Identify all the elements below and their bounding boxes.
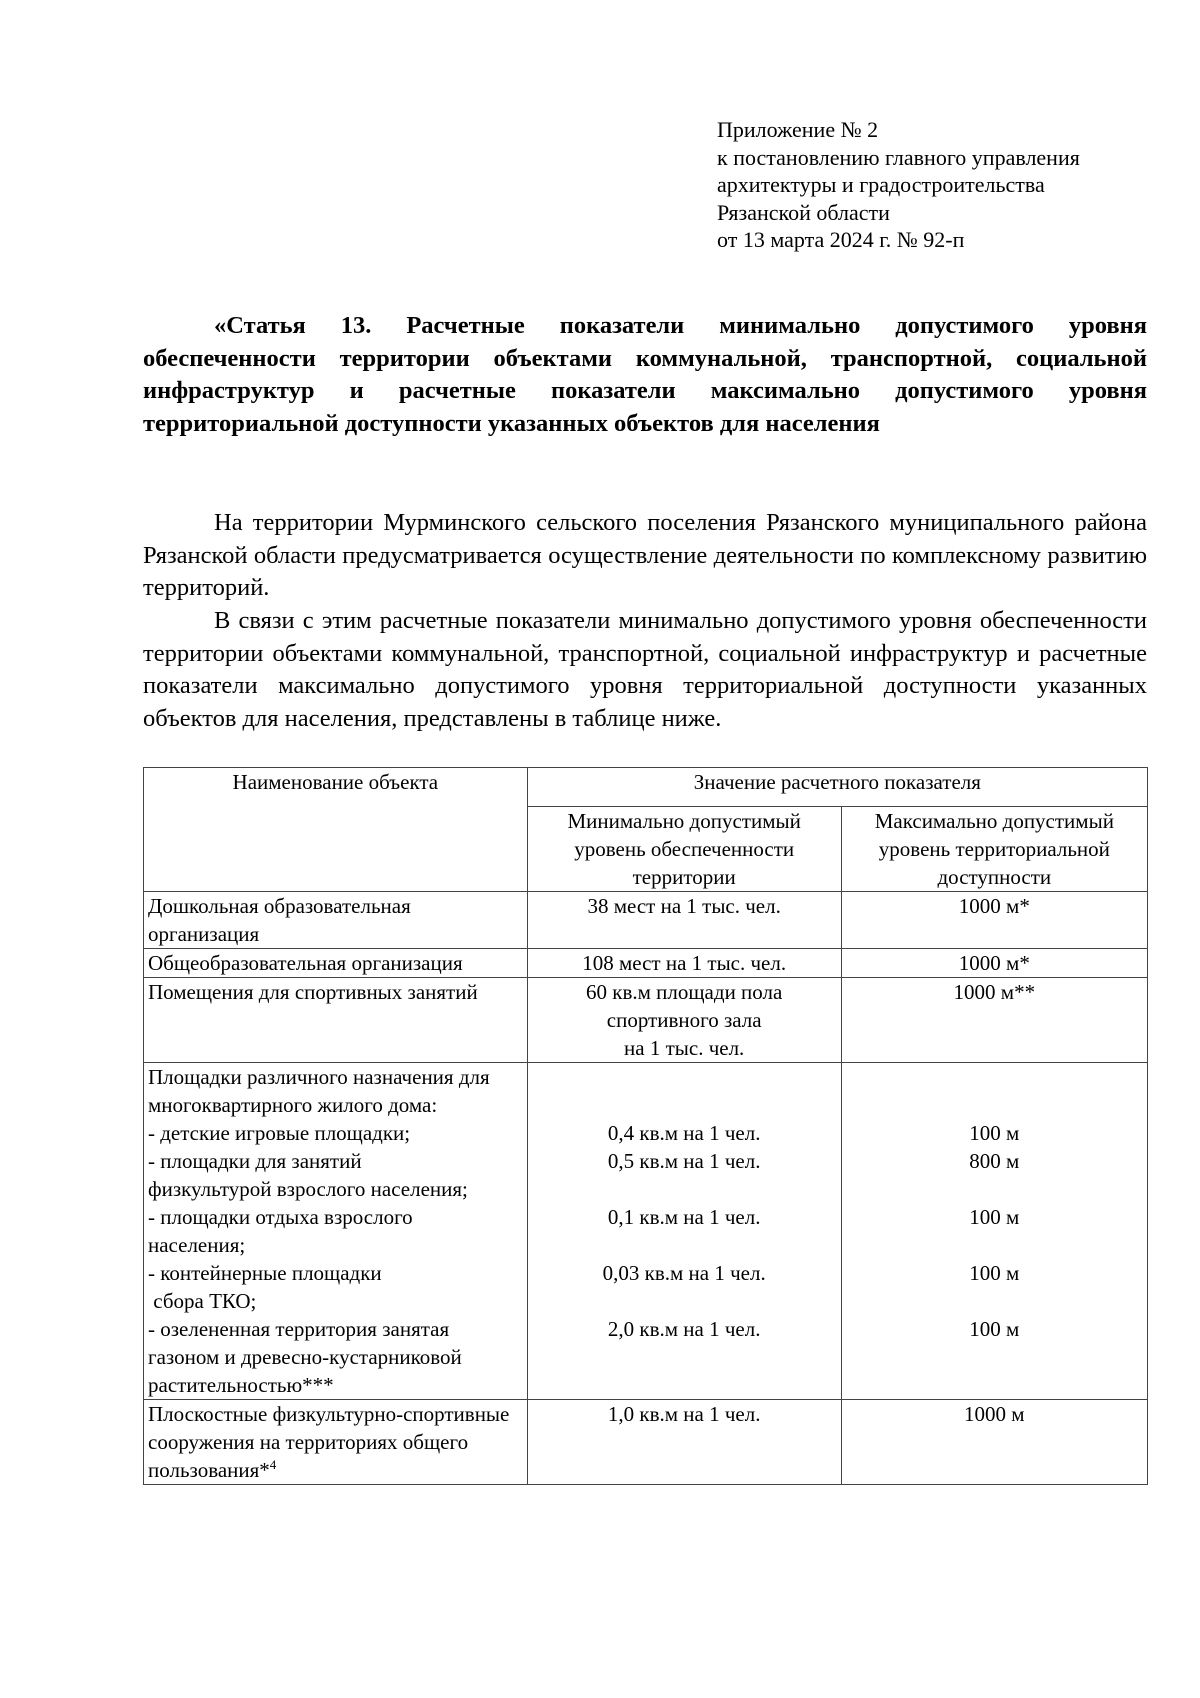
min-container-sites: 0,03 кв.м на 1 чел.	[602, 1261, 766, 1285]
table-header-row	[144, 768, 1148, 807]
item-container-sites: - контейнерные площадки	[148, 1261, 382, 1285]
indicators-table	[143, 767, 1148, 1485]
annex-number: Приложение № 2	[717, 117, 879, 142]
annex-block	[717, 116, 1157, 254]
item-green-area: - озелененная территория занятая	[148, 1317, 450, 1341]
annex-decree-line: к постановлению главного управления	[717, 144, 1080, 170]
min-children-playgrounds: 0,4 кв.м на 1 чел.	[607, 1121, 761, 1145]
flat-sports-name: Плоскостные физкультурно-спортивные сооружения на территориях общего пользования*	[148, 1402, 510, 1482]
footnote-marker: 4	[269, 1457, 277, 1472]
header-object-name: Наименование объекта	[144, 768, 528, 892]
max-sport-grounds: 800 м	[969, 1149, 1020, 1173]
max-green-area: 100 м	[969, 1317, 1020, 1341]
row-min-playgrounds	[527, 1063, 841, 1400]
row-name-preschool: Дошкольная образовательная организация	[144, 892, 528, 949]
playgrounds-intro: Площадки различного назначения для многоквартирного жилого дома:	[148, 1065, 490, 1117]
max-rest-grounds: 100 м	[969, 1205, 1020, 1229]
item-container-sites-cont: сбора ТКО;	[148, 1289, 257, 1313]
min-line: на 1 тыс. чел.	[624, 1036, 745, 1060]
row-name-sports-rooms: Помещения для спортивных занятий	[144, 978, 528, 1063]
table-row	[144, 978, 1148, 1063]
item-rest-grounds-cont: населения;	[148, 1233, 246, 1257]
row-max-playgrounds	[841, 1063, 1147, 1400]
item-green-area-cont: газоном и древесно-кустарниковой	[148, 1345, 462, 1369]
table-row	[144, 892, 1148, 949]
item-rest-grounds: - площадки отдыха взрослого	[148, 1205, 413, 1229]
min-rest-grounds: 0,1 кв.м на 1 чел.	[607, 1205, 761, 1229]
min-green-area: 2,0 кв.м на 1 чел.	[607, 1317, 761, 1341]
paragraph-indicators: В связи с этим расчетные показатели минимально допустимого уровня обеспеченности территории объектами коммунальной, транспортной, социальной инфраструктур и расчетные показатели максимально допустимого уровня территориальной доступности указанных объектов для населения, представлены в таблице ниже.	[143, 607, 1147, 732]
min-sport-grounds: 0,5 кв.м на 1 чел.	[607, 1149, 761, 1173]
row-min-school: 108 мест на 1 тыс. чел.	[527, 949, 841, 978]
row-min-flat-sports-facilities: 1,0 кв.м на 1 чел.	[527, 1400, 841, 1485]
row-min-preschool: 38 мест на 1 тыс. чел.	[527, 892, 841, 949]
annex-date-line: от 13 марта 2024 г. № 92-п	[717, 227, 965, 252]
table-row	[144, 1063, 1148, 1400]
table-row	[144, 949, 1148, 978]
row-name-playgrounds	[144, 1063, 528, 1400]
min-line: спортивного зала	[606, 1008, 762, 1032]
article-title: «Статья 13. Расчетные показатели минимально допустимого уровня обеспеченности территории объектами коммунальной, транспортной, социальной инфраструктур и расчетные показатели максимально допустимого уровня территориальной доступности указанных объектов для населения	[143, 312, 1147, 437]
paragraph-development: На территории Мурминского сельского поселения Рязанского муниципального района Рязанской области предусматривается осуществление деятельности по комплексному развитию территорий.	[143, 509, 1147, 601]
row-name-flat-sports-facilities	[144, 1400, 528, 1485]
item-sport-grounds-cont: физкультурой взрослого населения;	[148, 1177, 468, 1201]
annex-region-line: Рязанской области	[717, 199, 890, 225]
header-indicator-value: Значение расчетного показателя	[527, 768, 1147, 807]
max-children-playgrounds: 100 м	[969, 1121, 1020, 1145]
item-sport-grounds: - площадки для занятий	[148, 1149, 362, 1173]
header-max-level: Максимально допустимый уровень территориальной доступности	[841, 807, 1147, 892]
header-min-level: Минимально допустимый уровень обеспеченности территории	[527, 807, 841, 892]
row-max-flat-sports-facilities: 1000 м	[841, 1400, 1147, 1485]
row-max-school: 1000 м*	[841, 949, 1147, 978]
row-name-school: Общеобразовательная организация	[144, 949, 528, 978]
item-green-area-cont2: растительностью***	[148, 1373, 334, 1397]
max-container-sites: 100 м	[969, 1261, 1020, 1285]
annex-department-line: архитектуры и градостроительства	[717, 172, 1045, 197]
row-min-sports-rooms	[527, 978, 841, 1063]
row-max-sports-rooms: 1000 м**	[841, 978, 1147, 1063]
table-row	[144, 1400, 1148, 1485]
min-line: 60 кв.м площади пола	[586, 980, 783, 1004]
item-children-playgrounds: - детские игровые площадки;	[148, 1121, 411, 1145]
row-max-preschool: 1000 м*	[841, 892, 1147, 949]
